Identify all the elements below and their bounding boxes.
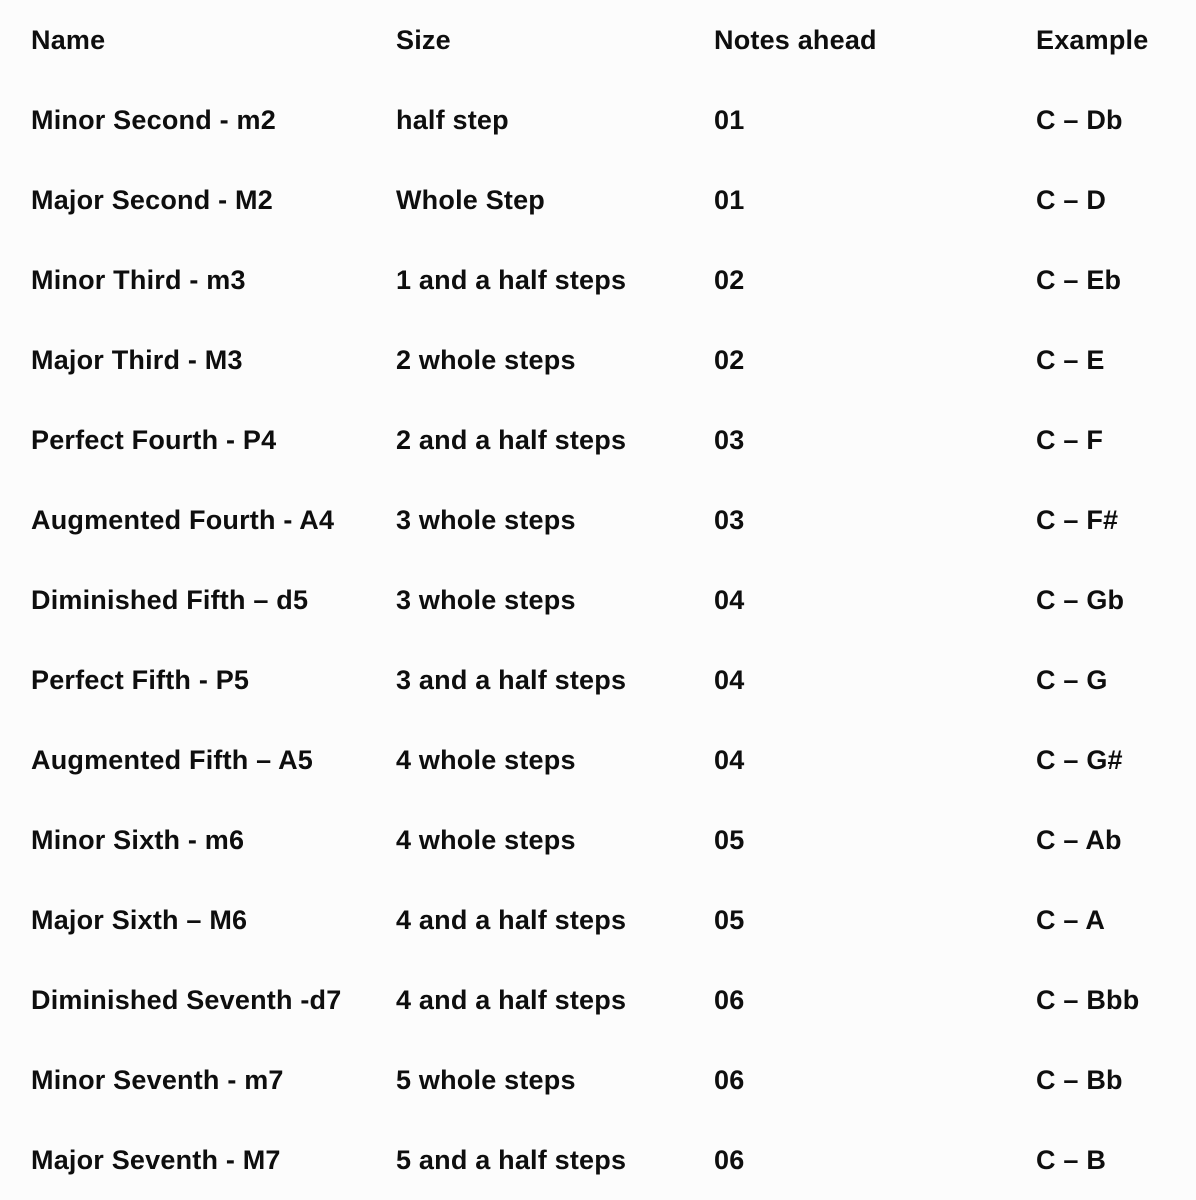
interval-notes-ahead-cell: 01 bbox=[714, 184, 745, 215]
interval-size-cell: 3 whole steps bbox=[396, 584, 576, 615]
interval-example-cell: C – Gb bbox=[1036, 584, 1125, 615]
column-header-notes-ahead-label: Notes ahead bbox=[714, 24, 877, 55]
interval-name-cell: Major Seventh - M7 bbox=[31, 1144, 281, 1175]
interval-name-cell: Perfect Fourth - P4 bbox=[31, 424, 277, 455]
interval-example-cell: C – E bbox=[1036, 344, 1105, 375]
column-header-size-label: Size bbox=[396, 24, 451, 55]
interval-size-cell: 3 whole steps bbox=[396, 504, 576, 535]
interval-name-cell: Minor Second - m2 bbox=[31, 104, 276, 135]
interval-notes-ahead-cell: 06 bbox=[714, 1144, 745, 1175]
interval-example-cell: C – Bb bbox=[1036, 1064, 1123, 1095]
interval-example-cell: C – Ab bbox=[1036, 824, 1122, 855]
interval-size-cell: 5 whole steps bbox=[396, 1064, 576, 1095]
interval-example-cell: C – Db bbox=[1036, 104, 1123, 135]
interval-notes-ahead-cell: 04 bbox=[714, 584, 745, 615]
interval-name-cell: Major Third - M3 bbox=[31, 344, 243, 375]
interval-notes-ahead-cell: 03 bbox=[714, 424, 745, 455]
interval-notes-ahead-cell: 04 bbox=[714, 664, 745, 695]
interval-size-cell: 4 and a half steps bbox=[396, 984, 627, 1015]
column-header-example-label: Example bbox=[1036, 24, 1149, 55]
interval-notes-ahead-cell: 02 bbox=[714, 344, 745, 375]
interval-size-cell: Whole Step bbox=[396, 184, 545, 215]
interval-example-cell: C – G# bbox=[1036, 744, 1123, 775]
interval-size-cell: 2 and a half steps bbox=[396, 424, 627, 455]
interval-name-cell: Augmented Fifth – A5 bbox=[31, 744, 314, 775]
interval-example-cell: C – F bbox=[1036, 424, 1104, 455]
interval-example-cell: C – B bbox=[1036, 1144, 1107, 1175]
interval-name-cell: Augmented Fourth - A4 bbox=[31, 504, 335, 535]
interval-notes-ahead-cell: 01 bbox=[714, 104, 745, 135]
interval-name-cell: Minor Seventh - m7 bbox=[31, 1064, 284, 1095]
interval-notes-ahead-cell: 02 bbox=[714, 264, 745, 295]
interval-size-cell: 5 and a half steps bbox=[396, 1144, 627, 1175]
interval-notes-ahead-cell: 05 bbox=[714, 824, 745, 855]
interval-name-cell: Major Sixth – M6 bbox=[31, 904, 248, 935]
interval-notes-ahead-cell: 06 bbox=[714, 1064, 745, 1095]
column-header-notes-ahead bbox=[714, 0, 1036, 80]
column-header-size bbox=[396, 0, 714, 80]
interval-size-cell: 4 whole steps bbox=[396, 744, 576, 775]
column-header-name-label: Name bbox=[31, 24, 106, 55]
interval-size-cell: 4 whole steps bbox=[396, 824, 576, 855]
interval-name-cell: Major Second - M2 bbox=[31, 184, 273, 215]
column-header-example bbox=[1036, 0, 1196, 80]
interval-example-cell: C – A bbox=[1036, 904, 1106, 935]
interval-notes-ahead-cell: 03 bbox=[714, 504, 745, 535]
interval-size-cell: 2 whole steps bbox=[396, 344, 576, 375]
interval-notes-ahead-cell: 04 bbox=[714, 744, 745, 775]
interval-name-cell: Minor Sixth - m6 bbox=[31, 824, 245, 855]
interval-size-cell: 1 and a half steps bbox=[396, 264, 627, 295]
interval-example-cell: C – F# bbox=[1036, 504, 1119, 535]
interval-size-cell: 3 and a half steps bbox=[396, 664, 627, 695]
interval-example-cell: C – D bbox=[1036, 184, 1107, 215]
interval-size-cell: 4 and a half steps bbox=[396, 904, 627, 935]
interval-notes-ahead-cell: 06 bbox=[714, 984, 745, 1015]
interval-example-cell: C – Bbb bbox=[1036, 984, 1140, 1015]
interval-size-cell: half step bbox=[396, 104, 509, 135]
interval-example-cell: C – Eb bbox=[1036, 264, 1122, 295]
interval-name-cell: Minor Third - m3 bbox=[31, 264, 246, 295]
column-header-name bbox=[31, 0, 396, 80]
interval-name-cell: Perfect Fifth - P5 bbox=[31, 664, 250, 695]
interval-notes-ahead-cell: 05 bbox=[714, 904, 745, 935]
interval-name-cell: Diminished Fifth – d5 bbox=[31, 584, 309, 615]
interval-example-cell: C – G bbox=[1036, 664, 1108, 695]
interval-name-cell: Diminished Seventh -d7 bbox=[31, 984, 342, 1015]
